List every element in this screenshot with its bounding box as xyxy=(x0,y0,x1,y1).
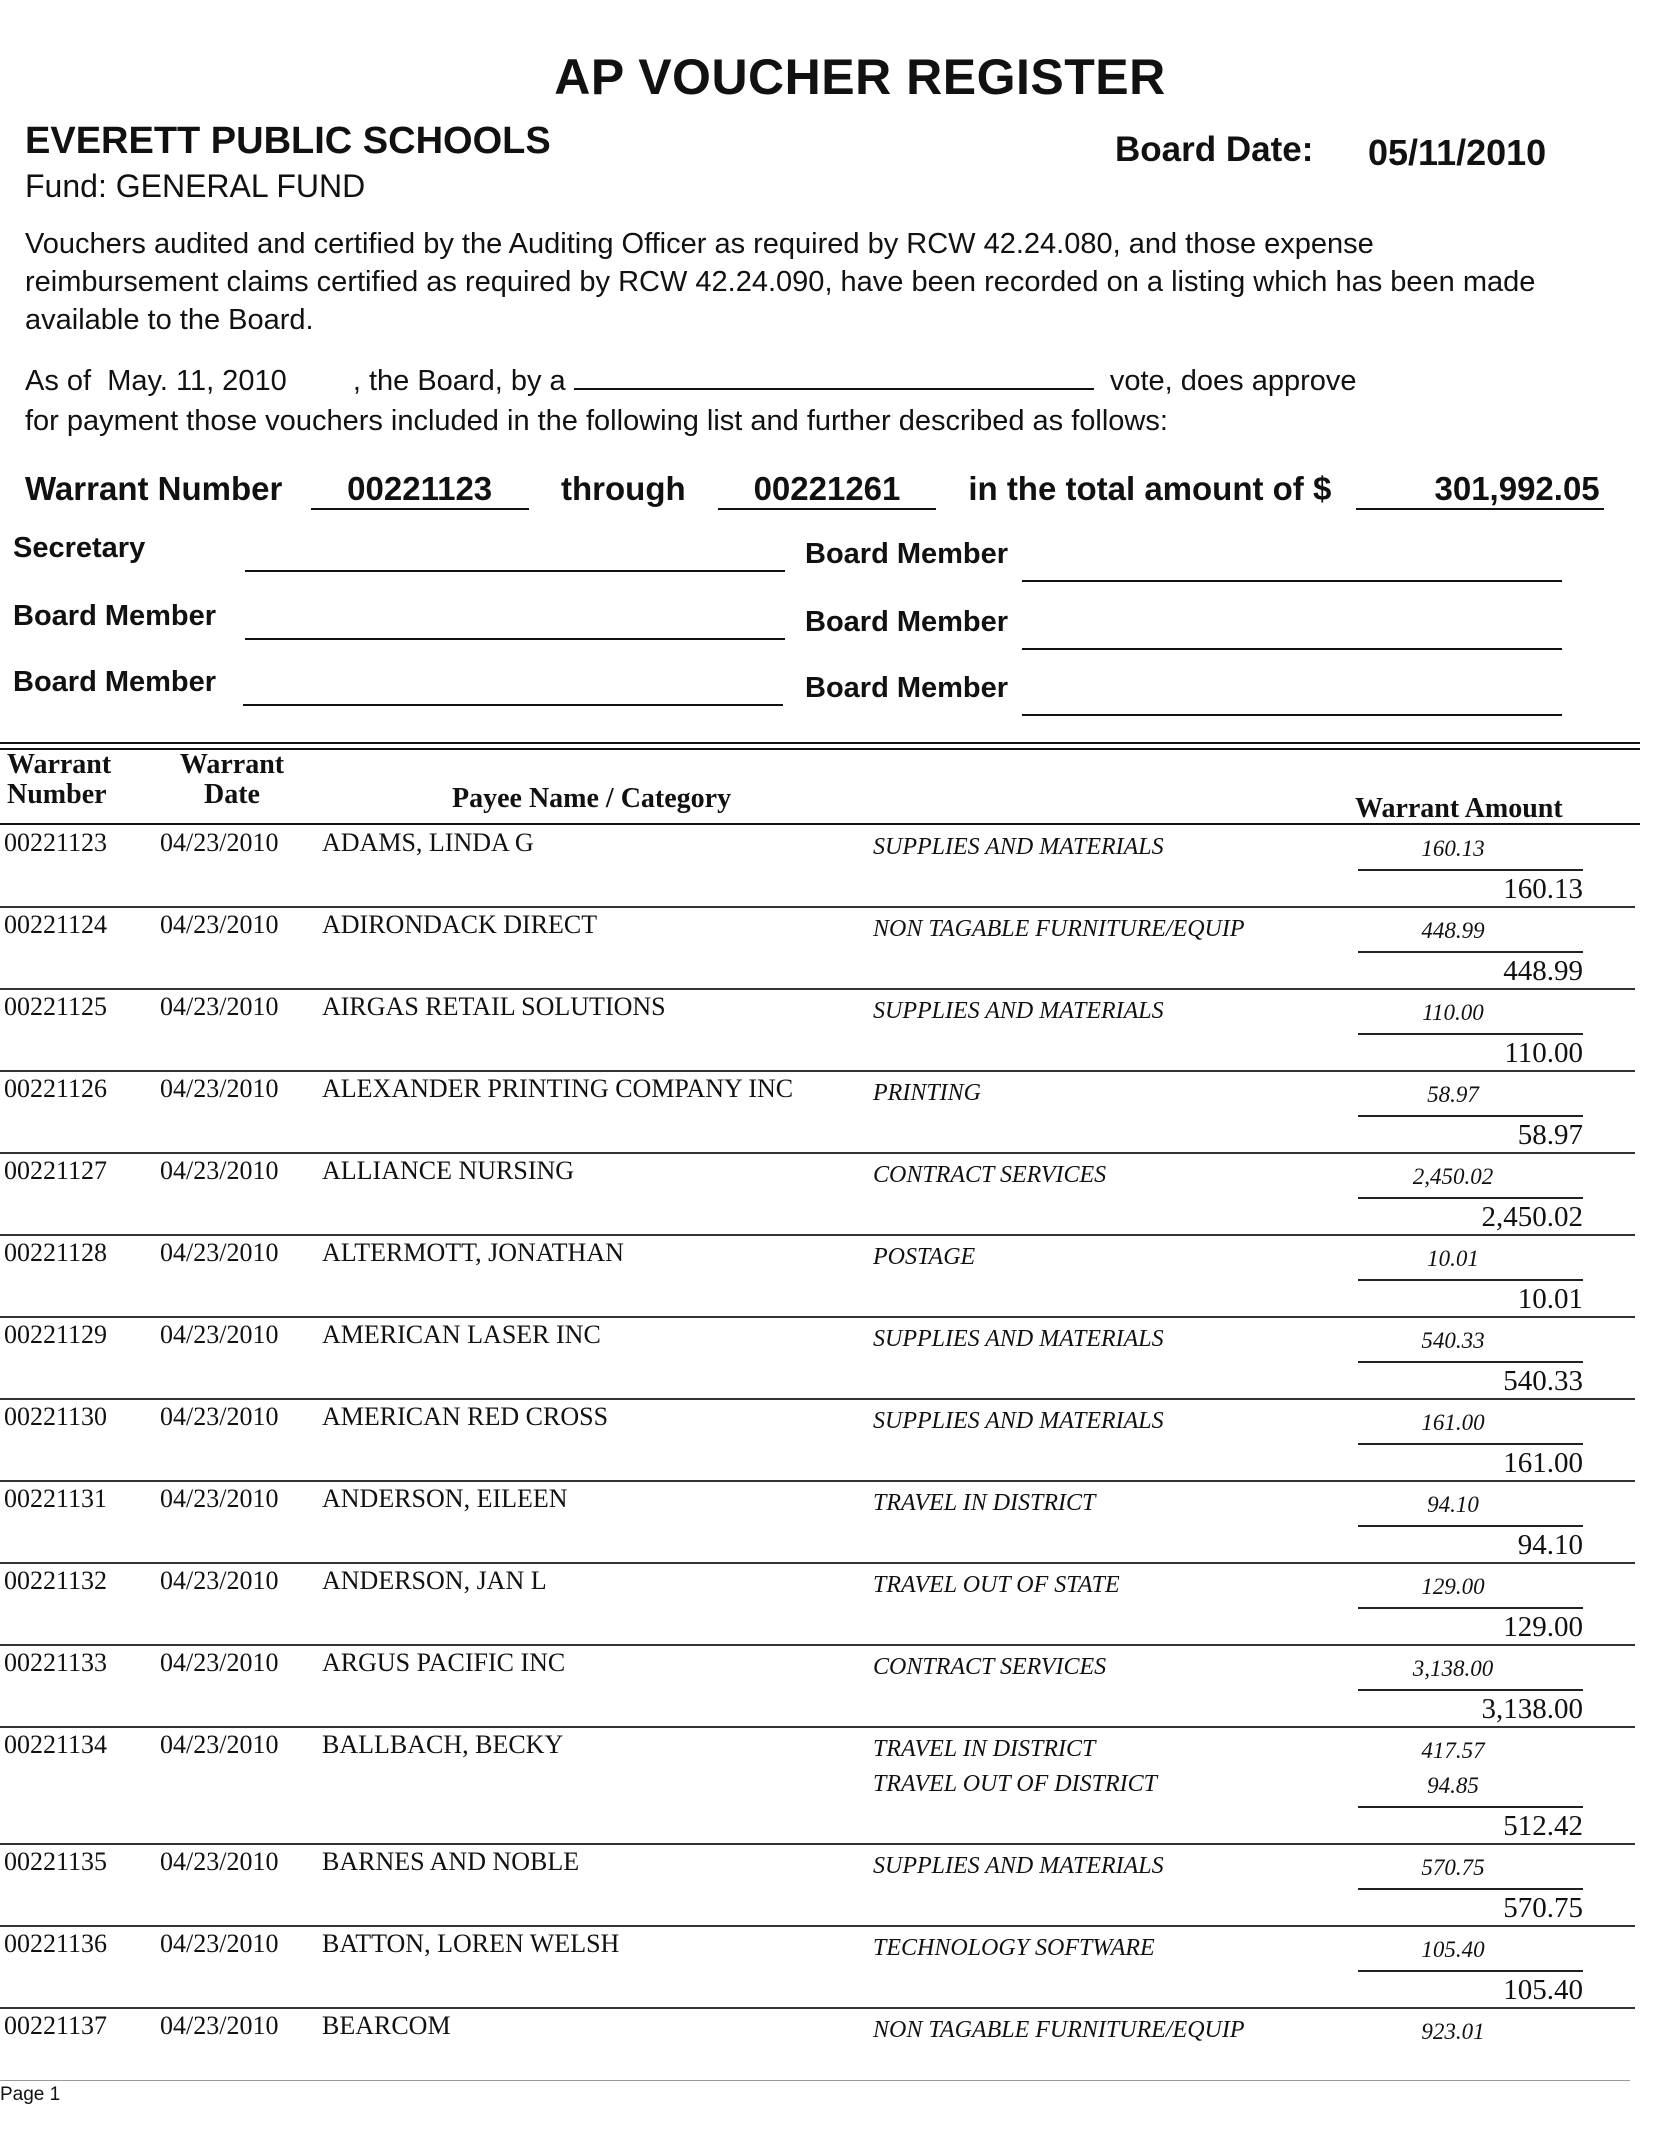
signature-label-board-member: Board Member xyxy=(805,538,1009,570)
warrant-number: 00221137 xyxy=(4,2011,108,2040)
warrant-total: 10.01 xyxy=(1517,1283,1583,1315)
row-separator xyxy=(0,1562,1635,1564)
warrant-to: 00221261 xyxy=(718,470,936,510)
warrant-total: 110.00 xyxy=(1504,1037,1583,1069)
fund-name: Fund: GENERAL FUND xyxy=(25,168,366,204)
through-label: through xyxy=(561,470,686,507)
warrant-number: 00221136 xyxy=(4,1929,108,1958)
warrant-number: 00221131 xyxy=(4,1484,108,1513)
amount-underline xyxy=(1358,1970,1583,1972)
warrant-number: 00221135 xyxy=(4,1847,108,1876)
signature-label-board-member: Board Member xyxy=(805,606,1009,638)
warrant-total: 512.42 xyxy=(1503,1810,1583,1842)
warrant-number: 00221123 xyxy=(4,828,108,857)
amount-underline xyxy=(1358,869,1583,871)
header-double-rule-top xyxy=(0,742,1640,744)
expense-category: CONTRACT SERVICES xyxy=(873,1162,1107,1188)
signature-label-board-member: Board Member xyxy=(805,672,1009,704)
row-separator xyxy=(0,1070,1635,1072)
vote-blank-line xyxy=(574,360,1094,390)
payee-name: ALEXANDER PRINTING COMPANY INC xyxy=(322,1074,794,1103)
line-amount: 570.75 xyxy=(1421,1855,1485,1880)
line-amount: 3,138.00 xyxy=(1412,1656,1494,1681)
payee-name: ANDERSON, EILEEN xyxy=(322,1484,568,1513)
document-title: AP VOUCHER REGISTER xyxy=(554,49,1166,105)
line-amount: 161.00 xyxy=(1421,1410,1485,1435)
warrant-total: 160.13 xyxy=(1503,873,1583,905)
expense-category: TECHNOLOGY SOFTWARE xyxy=(873,1935,1155,1961)
line-amount: 94.85 xyxy=(1427,1773,1479,1798)
warrant-date: 04/23/2010 xyxy=(160,1484,279,1513)
signature-line xyxy=(245,638,785,640)
warrant-number: 00221127 xyxy=(4,1156,108,1185)
board-date-label: Board Date: xyxy=(1115,130,1314,169)
expense-category: TRAVEL IN DISTRICT xyxy=(873,1490,1096,1516)
warrant-total: 129.00 xyxy=(1503,1611,1583,1643)
amount-underline xyxy=(1358,1279,1583,1281)
warrant-date: 04/23/2010 xyxy=(160,992,279,1021)
warrant-number: 00221128 xyxy=(4,1238,108,1267)
payee-name: BARNES AND NOBLE xyxy=(322,1847,580,1876)
expense-category: SUPPLIES AND MATERIALS xyxy=(873,1326,1164,1352)
warrant-date: 04/23/2010 xyxy=(160,828,279,857)
row-separator xyxy=(0,1152,1635,1154)
line-amount: 10.01 xyxy=(1427,1246,1479,1271)
row-separator xyxy=(0,1398,1635,1400)
approval-line-2: for payment those vouchers included in the following list and further described as follows: xyxy=(25,405,1168,437)
row-separator xyxy=(0,1480,1635,1482)
column-header-payee: Payee Name / Category xyxy=(452,783,732,814)
line-amount: 94.10 xyxy=(1427,1492,1479,1517)
warrant-total: 448.99 xyxy=(1503,955,1583,987)
payee-name: ADIRONDACK DIRECT xyxy=(322,910,598,939)
column-header-warrant-date: Warrant Date xyxy=(179,749,285,810)
by-text: , the Board, by a xyxy=(352,365,566,397)
warrant-total: 2,450.02 xyxy=(1481,1201,1583,1233)
expense-category: TRAVEL OUT OF DISTRICT xyxy=(873,1771,1157,1797)
amount-underline xyxy=(1358,951,1583,953)
warrant-number: 00221133 xyxy=(4,1648,108,1677)
warrant-number: 00221126 xyxy=(4,1074,108,1103)
warrant-from: 00221123 xyxy=(311,470,529,510)
warrant-total: 570.75 xyxy=(1503,1892,1583,1924)
row-separator xyxy=(0,988,1635,990)
certification-paragraph: Vouchers audited and certified by the Auditing Officer as required by RCW 42.24.080, and those expense reimbursement claims certified as required by RCW 42.24.090, have been recorded on a listing which has been made available to the Board. xyxy=(25,228,1536,336)
payee-name: ANDERSON, JAN L xyxy=(322,1566,547,1595)
line-amount: 110.00 xyxy=(1422,1000,1484,1025)
payee-name: AMERICAN LASER INC xyxy=(322,1320,601,1349)
expense-category: SUPPLIES AND MATERIALS xyxy=(873,834,1164,860)
total-amount-label: in the total amount of $ xyxy=(968,470,1332,507)
warrant-date: 04/23/2010 xyxy=(160,1156,279,1185)
warrant-total: 105.40 xyxy=(1503,1974,1583,2006)
payee-name: BEARCOM xyxy=(322,2011,451,2040)
warrant-total: 161.00 xyxy=(1503,1447,1583,1479)
warrant-date: 04/23/2010 xyxy=(160,1929,279,1958)
warrant-date: 04/23/2010 xyxy=(160,1847,279,1876)
warrant-date: 04/23/2010 xyxy=(160,1238,279,1267)
footer-rule xyxy=(0,2080,1630,2081)
amount-underline xyxy=(1358,1115,1583,1117)
amount-underline xyxy=(1358,1888,1583,1890)
warrant-date: 04/23/2010 xyxy=(160,2011,279,2040)
approval-statement xyxy=(25,360,1565,441)
warrant-number: 00221129 xyxy=(4,1320,108,1349)
row-separator xyxy=(0,906,1635,908)
signature-line xyxy=(1022,714,1562,716)
payee-name: AMERICAN RED CROSS xyxy=(322,1402,609,1431)
as-of-label: As of xyxy=(25,365,92,397)
row-separator xyxy=(0,1925,1635,1927)
row-separator xyxy=(0,1843,1635,1845)
line-amount: 105.40 xyxy=(1421,1937,1485,1962)
as-of-date: May. 11, 2010 xyxy=(107,365,287,397)
payee-name: ADAMS, LINDA G xyxy=(322,828,534,857)
warrant-total: 3,138.00 xyxy=(1481,1693,1583,1725)
expense-category: NON TAGABLE FURNITURE/EQUIP xyxy=(873,916,1245,942)
column-header-amount: Warrant Amount xyxy=(1355,793,1563,824)
payee-name: ARGUS PACIFIC INC xyxy=(322,1648,566,1677)
expense-category: NON TAGABLE FURNITURE/EQUIP xyxy=(873,2017,1245,2043)
line-amount: 448.99 xyxy=(1421,918,1485,943)
row-separator xyxy=(0,2007,1635,2009)
line-amount: 2,450.02 xyxy=(1412,1164,1494,1189)
amount-underline xyxy=(1358,1689,1583,1691)
warrant-date: 04/23/2010 xyxy=(160,1320,279,1349)
total-amount: 301,992.05 xyxy=(1356,470,1604,510)
line-amount: 923.01 xyxy=(1421,2019,1485,2044)
warrant-date: 04/23/2010 xyxy=(160,1648,279,1677)
amount-underline xyxy=(1358,1197,1583,1199)
organization-name: EVERETT PUBLIC SCHOOLS xyxy=(25,120,551,162)
expense-category: SUPPLIES AND MATERIALS xyxy=(873,998,1164,1024)
line-amount: 540.33 xyxy=(1421,1328,1485,1353)
row-separator xyxy=(0,1234,1635,1236)
amount-underline xyxy=(1358,1806,1583,1808)
warrant-date: 04/23/2010 xyxy=(160,1402,279,1431)
payee-name: ALLIANCE NURSING xyxy=(322,1156,575,1185)
vote-text: vote, does approve xyxy=(1109,365,1357,397)
warrant-date: 04/23/2010 xyxy=(160,1566,279,1595)
warrant-summary xyxy=(25,470,1604,510)
row-separator xyxy=(0,1316,1635,1318)
signature-line-secretary xyxy=(245,570,785,572)
signature-line xyxy=(243,704,783,706)
board-date: 05/11/2010 xyxy=(1368,132,1547,173)
warrant-number: 00221124 xyxy=(4,910,108,939)
warrant-number: 00221130 xyxy=(4,1402,108,1431)
amount-underline xyxy=(1358,1525,1583,1527)
page-number: Page 1 xyxy=(0,2084,61,2105)
line-amount: 129.00 xyxy=(1421,1574,1485,1599)
expense-category: TRAVEL OUT OF STATE xyxy=(873,1572,1120,1598)
warrant-number: 00221134 xyxy=(4,1730,108,1759)
warrant-total: 540.33 xyxy=(1503,1365,1583,1397)
signature-line xyxy=(1022,648,1562,650)
column-header-warrant-number: Warrant Number xyxy=(7,749,112,810)
payee-name: AIRGAS RETAIL SOLUTIONS xyxy=(322,992,666,1021)
payee-name: BALLBACH, BECKY xyxy=(322,1730,564,1759)
expense-category: PRINTING xyxy=(873,1080,981,1106)
warrant-total: 58.97 xyxy=(1517,1119,1583,1151)
warrant-number: 00221132 xyxy=(4,1566,108,1595)
expense-category: CONTRACT SERVICES xyxy=(873,1654,1107,1680)
line-amount: 58.97 xyxy=(1427,1082,1479,1107)
warrant-total: 94.10 xyxy=(1517,1529,1583,1561)
expense-category: SUPPLIES AND MATERIALS xyxy=(873,1408,1164,1434)
row-separator xyxy=(0,1726,1635,1728)
amount-underline xyxy=(1358,1033,1583,1035)
warrant-number: 00221125 xyxy=(4,992,108,1021)
header-rule xyxy=(0,823,1640,825)
amount-underline xyxy=(1358,1361,1583,1363)
warrant-date: 04/23/2010 xyxy=(160,1074,279,1103)
expense-category: SUPPLIES AND MATERIALS xyxy=(873,1853,1164,1879)
expense-category: POSTAGE xyxy=(873,1244,976,1270)
line-amount: 417.57 xyxy=(1421,1738,1485,1763)
signature-label-board-member: Board Member xyxy=(13,666,217,698)
expense-category: TRAVEL IN DISTRICT xyxy=(873,1736,1096,1762)
row-separator xyxy=(0,1644,1635,1646)
payee-name: ALTERMOTT, JONATHAN xyxy=(322,1238,624,1267)
amount-underline xyxy=(1358,1443,1583,1445)
signature-line xyxy=(1022,580,1562,582)
line-amount: 160.13 xyxy=(1421,836,1485,861)
warrant-date: 04/23/2010 xyxy=(160,910,279,939)
payee-name: BATTON, LOREN WELSH xyxy=(322,1929,620,1958)
warrant-date: 04/23/2010 xyxy=(160,1730,279,1759)
signature-label-board-member: Board Member xyxy=(13,600,217,632)
signature-label-secretary: Secretary xyxy=(13,532,146,564)
warrant-number-label: Warrant Number xyxy=(25,470,283,507)
amount-underline xyxy=(1358,1607,1583,1609)
